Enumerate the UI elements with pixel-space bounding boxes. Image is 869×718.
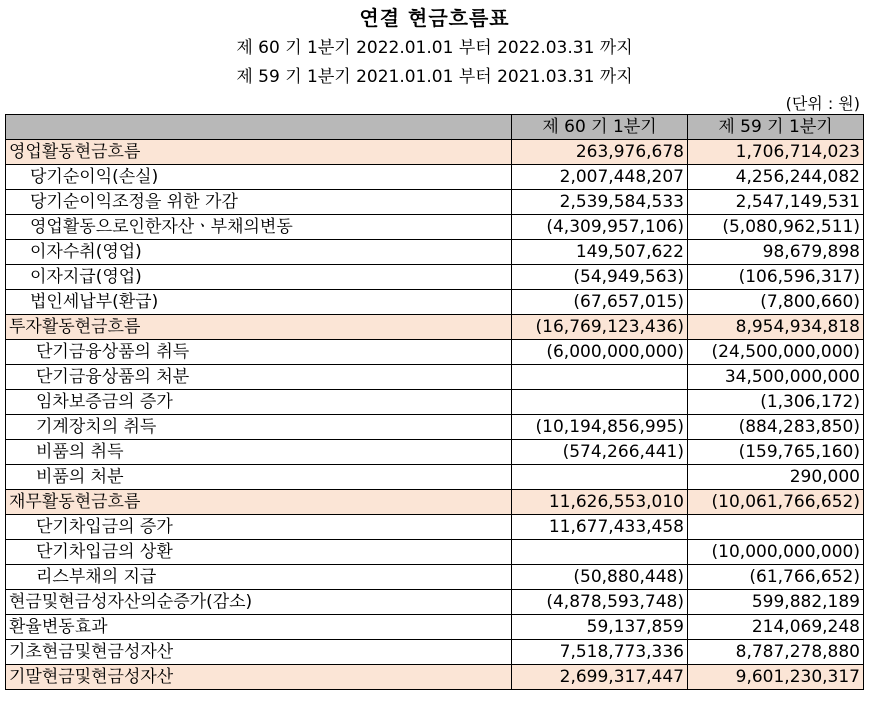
table-row	[6, 440, 864, 465]
table-row	[6, 340, 864, 365]
header-current-period: 제 60 기 1분기	[512, 115, 688, 140]
prior-period-value: (159,765,160)	[688, 440, 864, 465]
current-period-value: (4,309,957,106)	[512, 215, 688, 240]
current-period-value	[512, 390, 688, 415]
row-label: 비품의 처분	[6, 465, 512, 490]
current-period-value	[512, 365, 688, 390]
prior-period-value: (884,283,850)	[688, 415, 864, 440]
prior-period-value: 214,069,248	[688, 615, 864, 640]
period-current: 제 60 기 1분기 2022.01.01 부터 2022.03.31 까지	[236, 38, 633, 58]
table-row	[6, 615, 864, 640]
table-row	[6, 215, 864, 240]
prior-period-value: 2,547,149,531	[688, 190, 864, 215]
row-label: 투자활동현금흐름	[6, 315, 512, 340]
current-period-value: (4,878,593,748)	[512, 590, 688, 615]
statement-title: 연결 현금흐름표	[359, 6, 510, 30]
prior-period-value: 8,787,278,880	[688, 640, 864, 665]
row-label: 법인세납부(환급)	[6, 290, 512, 315]
prior-period-value: 8,954,934,818	[688, 315, 864, 340]
current-period-value: 2,007,448,207	[512, 165, 688, 190]
prior-period-value: (24,500,000,000)	[688, 340, 864, 365]
current-period-value	[512, 465, 688, 490]
row-label: 리스부채의 지급	[6, 565, 512, 590]
table-row	[6, 140, 864, 165]
table-row	[6, 165, 864, 190]
prior-period-value	[688, 515, 864, 540]
current-period-value: 149,507,622	[512, 240, 688, 265]
current-period-value: 263,976,678	[512, 140, 688, 165]
current-period-value: (54,949,563)	[512, 265, 688, 290]
row-label: 환율변동효과	[6, 615, 512, 640]
prior-period-value: (7,800,660)	[688, 290, 864, 315]
table-row	[6, 265, 864, 290]
table-row	[6, 190, 864, 215]
prior-period-value: 98,679,898	[688, 240, 864, 265]
row-label: 영업활동현금흐름	[6, 140, 512, 165]
row-label: 기말현금및현금성자산	[6, 665, 512, 690]
prior-period-value: (106,596,317)	[688, 265, 864, 290]
prior-period-value: 9,601,230,317	[688, 665, 864, 690]
current-period-value: (67,657,015)	[512, 290, 688, 315]
table-row	[6, 365, 864, 390]
header-label	[6, 115, 512, 140]
period-prior: 제 59 기 1분기 2021.01.01 부터 2021.03.31 까지	[236, 67, 633, 87]
current-period-value: 59,137,859	[512, 615, 688, 640]
prior-period-value: 34,500,000,000	[688, 365, 864, 390]
row-label: 기초현금및현금성자산	[6, 640, 512, 665]
row-label: 당기순이익조정을 위한 가감	[6, 190, 512, 215]
table-row	[6, 640, 864, 665]
table-row	[6, 515, 864, 540]
row-label: 재무활동현금흐름	[6, 490, 512, 515]
current-period-value: (10,194,856,995)	[512, 415, 688, 440]
table-row	[6, 565, 864, 590]
row-label: 이자지급(영업)	[6, 265, 512, 290]
prior-period-value: (5,080,962,511)	[688, 215, 864, 240]
prior-period-value: 599,882,189	[688, 590, 864, 615]
table-row	[6, 390, 864, 415]
prior-period-value: 1,706,714,023	[688, 140, 864, 165]
table-row	[6, 465, 864, 490]
current-period-value	[512, 540, 688, 565]
prior-period-value: (10,061,766,652)	[688, 490, 864, 515]
row-label: 단기금융상품의 취득	[6, 340, 512, 365]
row-label: 당기순이익(손실)	[6, 165, 512, 190]
row-label: 단기금융상품의 처분	[6, 365, 512, 390]
current-period-value: (6,000,000,000)	[512, 340, 688, 365]
row-label: 단기차입금의 상환	[6, 540, 512, 565]
table-row	[6, 240, 864, 265]
table-header-row	[6, 115, 864, 140]
row-label: 비품의 취득	[6, 440, 512, 465]
row-label: 단기차입금의 증가	[6, 515, 512, 540]
table-row	[6, 290, 864, 315]
current-period-value: (574,266,441)	[512, 440, 688, 465]
row-label: 영업활동으로인한자산ㆍ부채의변동	[6, 215, 512, 240]
current-period-value: 11,677,433,458	[512, 515, 688, 540]
unit-label: (단위 : 원)	[785, 94, 860, 113]
table-row	[6, 665, 864, 690]
current-period-value: 7,518,773,336	[512, 640, 688, 665]
header-prior-period: 제 59 기 1분기	[688, 115, 864, 140]
current-period-value: (50,880,448)	[512, 565, 688, 590]
prior-period-value: 4,256,244,082	[688, 165, 864, 190]
table-row	[6, 590, 864, 615]
row-label: 임차보증금의 증가	[6, 390, 512, 415]
row-label: 기계장치의 취득	[6, 415, 512, 440]
prior-period-value: (61,766,652)	[688, 565, 864, 590]
table-row	[6, 315, 864, 340]
current-period-value: 2,539,584,533	[512, 190, 688, 215]
table-row	[6, 490, 864, 515]
current-period-value: (16,769,123,436)	[512, 315, 688, 340]
prior-period-value: (10,000,000,000)	[688, 540, 864, 565]
table-row	[6, 415, 864, 440]
row-label: 현금및현금성자산의순증가(감소)	[6, 590, 512, 615]
prior-period-value: 290,000	[688, 465, 864, 490]
table-row	[6, 540, 864, 565]
current-period-value: 11,626,553,010	[512, 490, 688, 515]
cash-flow-table	[5, 114, 864, 690]
current-period-value: 2,699,317,447	[512, 665, 688, 690]
prior-period-value: (1,306,172)	[688, 390, 864, 415]
row-label: 이자수취(영업)	[6, 240, 512, 265]
